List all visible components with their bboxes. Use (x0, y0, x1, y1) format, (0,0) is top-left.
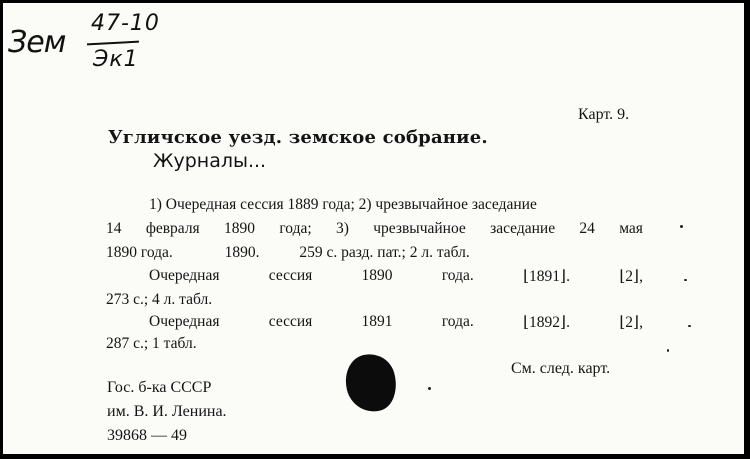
card-title: Угличское уезд. земское собрание. (108, 127, 488, 148)
print-code: 39868 — 49 (107, 427, 187, 444)
word: февраля (145, 220, 200, 237)
word: 1890 (224, 220, 255, 237)
speck (428, 387, 431, 390)
description-line-6 (106, 313, 643, 332)
word: ⌊2⌋, (619, 314, 643, 331)
word: чрезвычайное (373, 220, 466, 237)
word: 14 (106, 220, 122, 237)
library-stamp-blot (340, 349, 403, 417)
see-next-card: См. след. карт. (511, 360, 611, 377)
word: Очередная (149, 267, 220, 284)
speck (688, 325, 691, 327)
speck (680, 225, 683, 228)
description-line-3 (106, 244, 643, 262)
handwritten-shelf-numerator: 47-10 (91, 11, 160, 36)
word: заседание (490, 220, 556, 237)
word: ⌊1892⌋. (523, 314, 570, 331)
word: 3) (335, 220, 349, 237)
description-text: 1) Очередная сессия 1889 года; 2) чрезвычайное заседание (149, 196, 537, 213)
word: сессия (268, 267, 313, 284)
word: ⌊1891⌋. (523, 268, 570, 285)
description-line-7 (106, 335, 643, 353)
description-line-5 (106, 291, 643, 309)
word: мая (619, 220, 643, 237)
handwritten-prefix: Зем (8, 25, 66, 60)
library-name: Гос. б-ка СССР (107, 379, 212, 396)
library-name-cont: им. В. И. Ленина. (107, 403, 227, 420)
pagination: 259 с. разд. пат.; 2 л. табл. (299, 244, 470, 261)
card-number: Карт. 9. (578, 106, 630, 123)
card-subtitle: Журналы... (153, 150, 267, 172)
word: 24 (579, 220, 595, 237)
word: года. (441, 267, 474, 284)
word: года. (441, 313, 474, 330)
word: 1890 (361, 267, 393, 284)
place-date: 1890 года. (106, 244, 173, 261)
description-line-1 (106, 196, 643, 214)
handwritten-shelf-denominator: Эк1 (93, 47, 139, 72)
pagination: 287 с.; 1 табл. (106, 335, 197, 352)
handwritten-fraction-line (87, 41, 139, 46)
word: 1891 (361, 313, 393, 330)
word: сессия (268, 313, 313, 330)
pagination: 273 с.; 4 л. табл. (106, 291, 213, 308)
word: года; (279, 220, 312, 237)
catalog-card (3, 3, 744, 454)
description-line-2 (106, 220, 643, 238)
description-line-4 (106, 267, 643, 286)
speck (667, 349, 669, 352)
word: ⌊2⌋, (619, 268, 643, 285)
word: Очередная (149, 313, 220, 330)
year: 1890. (224, 244, 260, 261)
speck (684, 279, 687, 281)
